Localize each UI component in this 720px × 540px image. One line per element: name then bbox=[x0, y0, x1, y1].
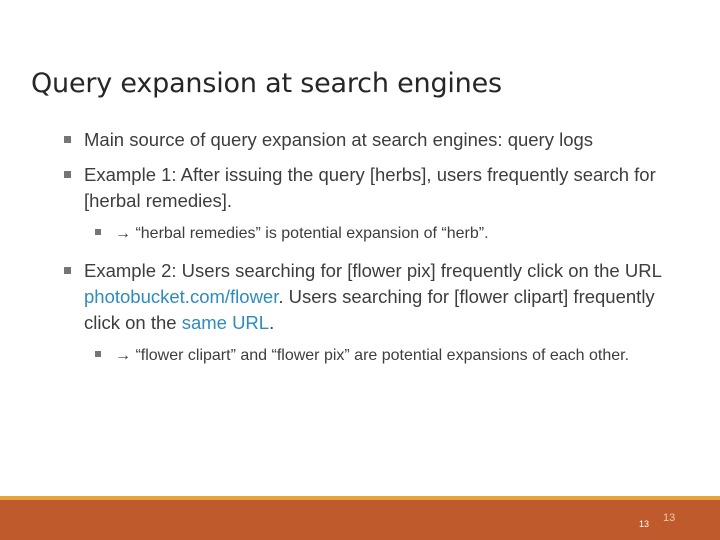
sub-bullet-text: → “flower clipart” and “flower pix” are potential expansions of each other. bbox=[115, 347, 630, 364]
square-bullet-icon bbox=[95, 229, 101, 235]
bullet-list bbox=[64, 127, 674, 380]
bullet-text-part: Example 2: Users searching for [flower pix] frequently click on the URL bbox=[84, 260, 662, 281]
footer-bar bbox=[0, 500, 720, 540]
photobucket-link[interactable]: photobucket.com/flower bbox=[84, 286, 279, 307]
square-bullet-icon bbox=[64, 171, 71, 178]
square-bullet-icon bbox=[64, 136, 71, 143]
bullet-item bbox=[64, 258, 674, 336]
bullet-item bbox=[64, 162, 674, 214]
bullet-text: Example 1: After issuing the query [herbs], users frequently search for [herbal remedies]. bbox=[84, 164, 656, 211]
bullet-item bbox=[64, 127, 674, 153]
sub-bullet-item bbox=[95, 221, 674, 246]
square-bullet-icon bbox=[95, 351, 101, 357]
bullet-text-part: . Users searching for [flower clipart] frequently click on the bbox=[84, 286, 655, 333]
sub-bullet-text: → “herbal remedies” is potential expansion of “herb”. bbox=[115, 225, 489, 242]
slide-title: Query expansion at search engines bbox=[31, 68, 502, 99]
page-number: 13 bbox=[663, 512, 676, 524]
bullet-text-part: . bbox=[269, 312, 275, 333]
bullet-text: Main source of query expansion at search engines: query logs bbox=[84, 129, 594, 150]
sub-bullet-item bbox=[95, 343, 674, 368]
page-number-small: 13 bbox=[639, 519, 650, 529]
same-url-link[interactable]: same URL bbox=[181, 312, 270, 333]
square-bullet-icon bbox=[64, 267, 71, 274]
